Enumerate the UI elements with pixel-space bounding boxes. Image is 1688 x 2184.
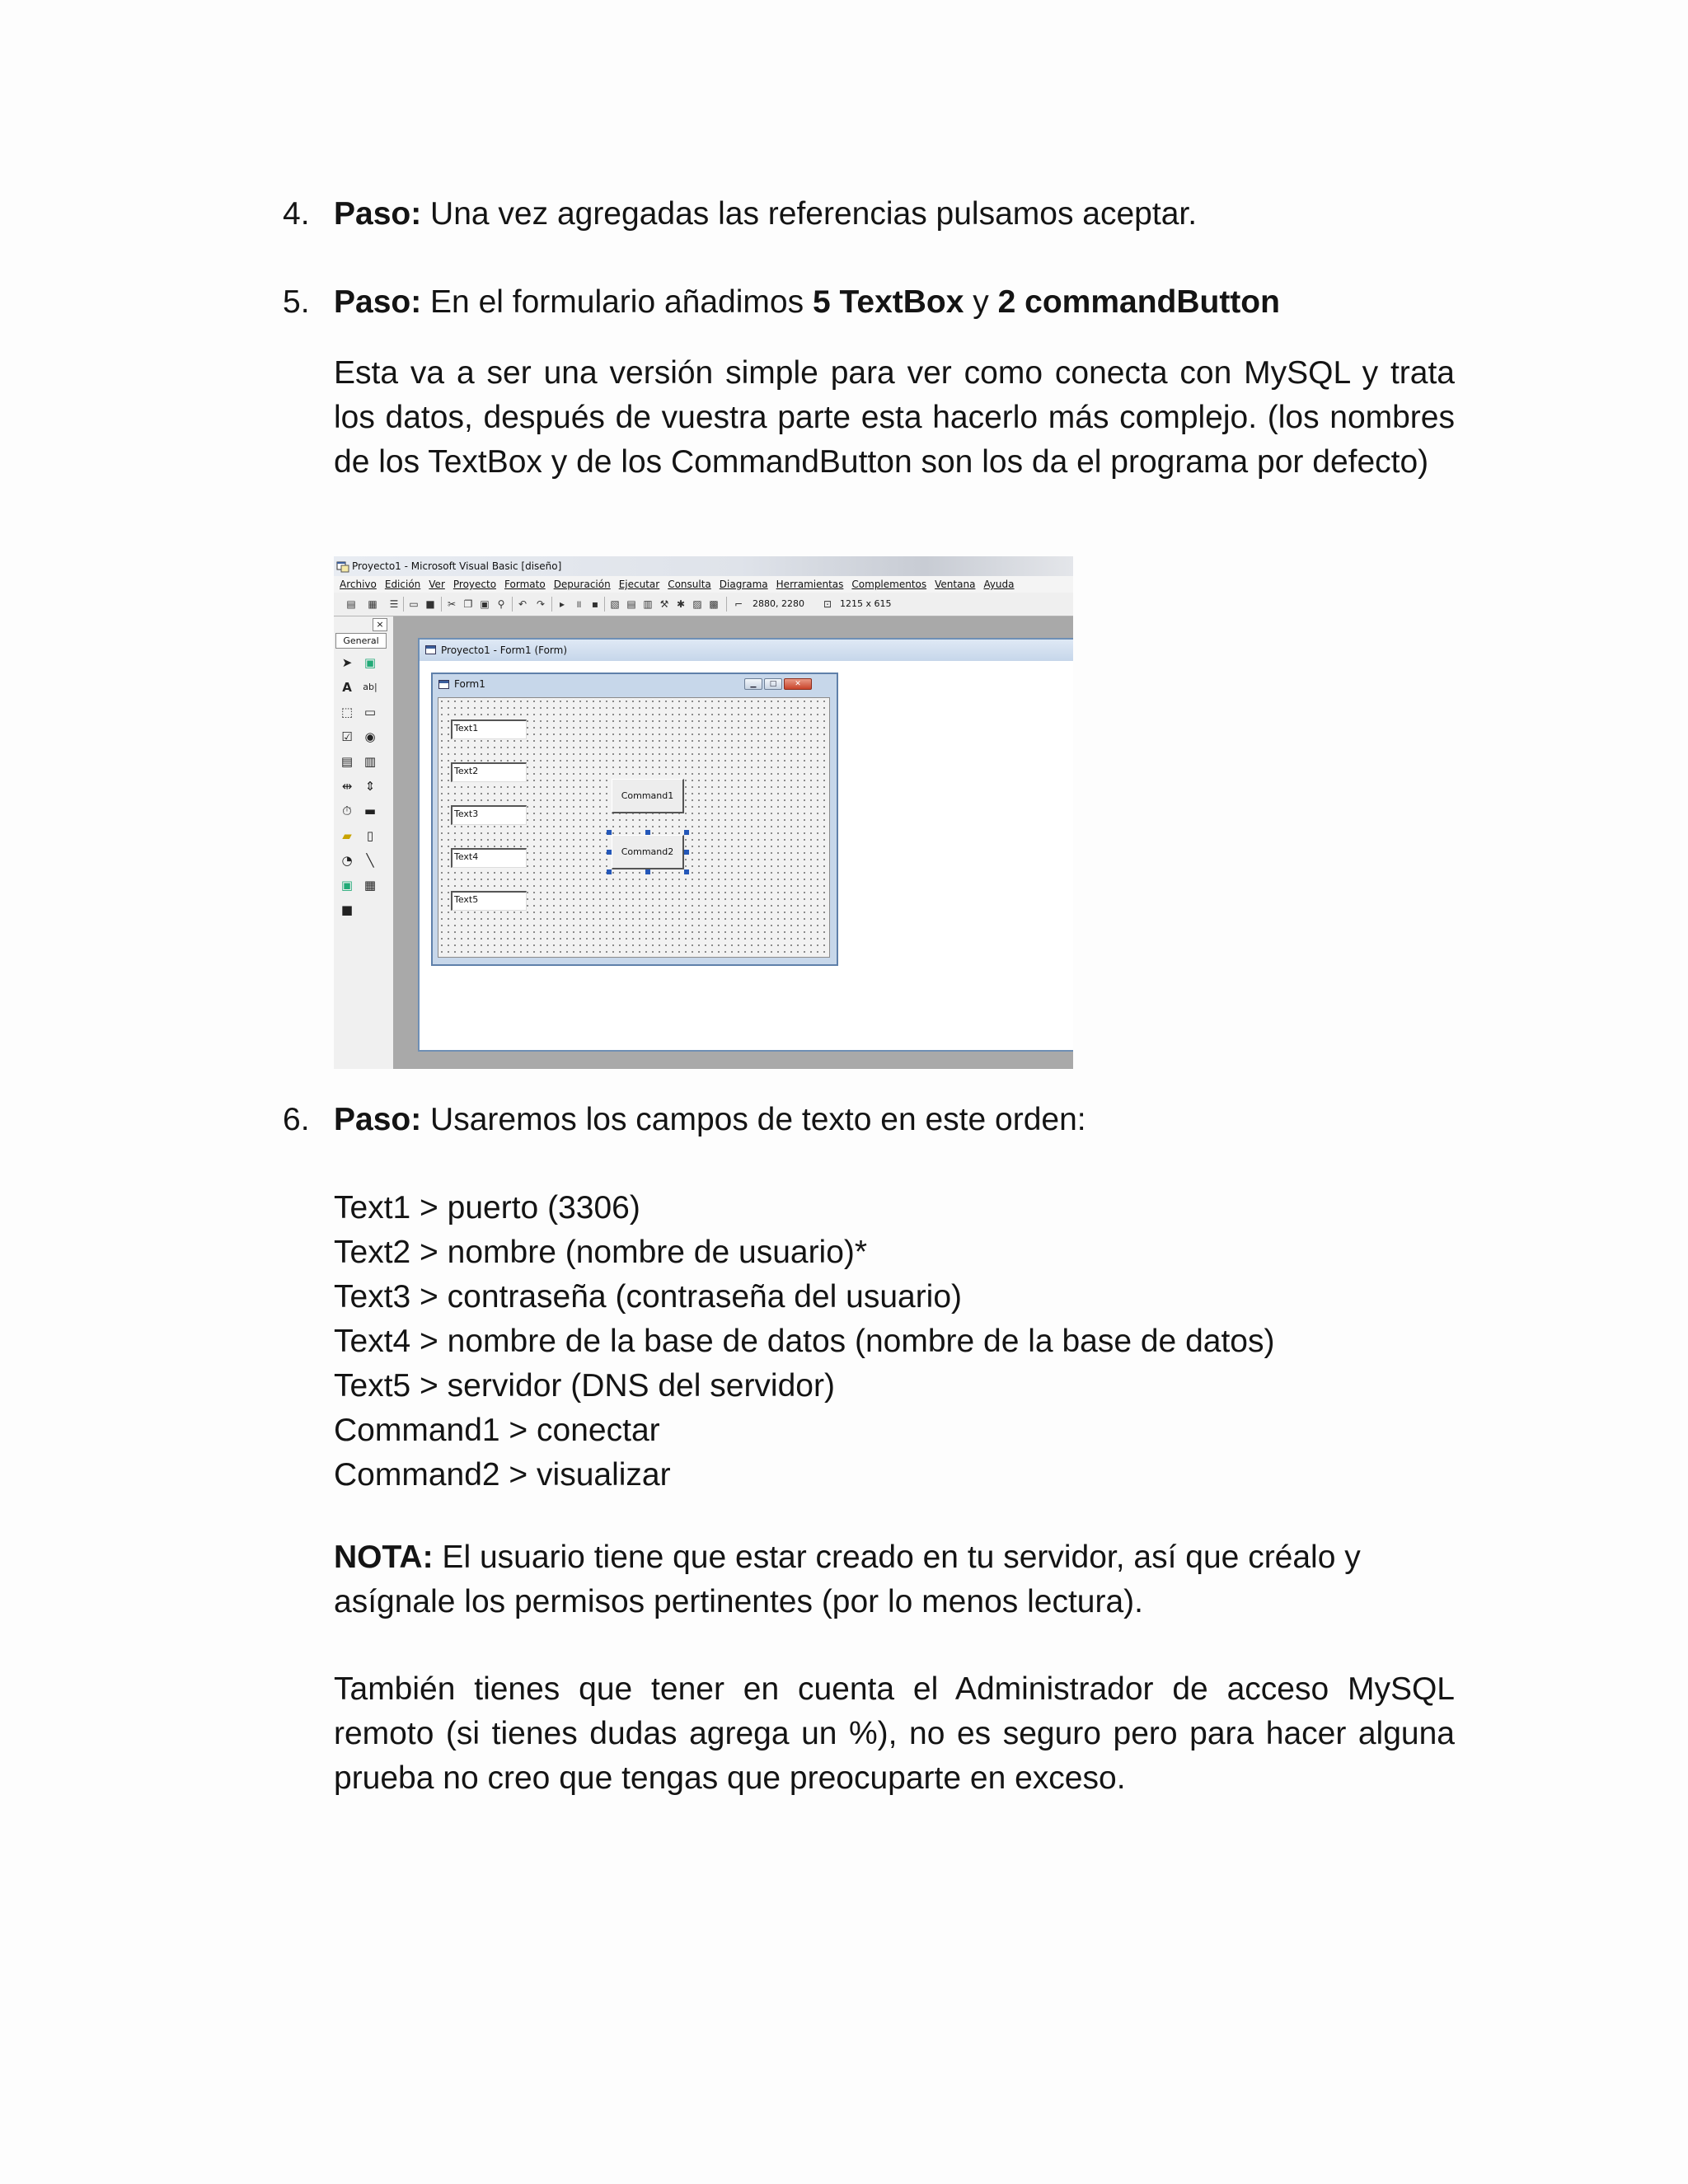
properties-icon[interactable]: ▤ (626, 598, 636, 610)
menu-ayuda[interactable]: Ayuda (983, 579, 1015, 590)
form1-icon (438, 680, 449, 689)
checkbox-tool-icon[interactable]: ☑ (341, 729, 353, 744)
project-explorer-icon[interactable]: ▧ (610, 598, 620, 610)
timer-tool-icon[interactable]: ⏱ (342, 804, 352, 818)
mapping-line: Text3 > contraseña (contraseña del usuario) (334, 1279, 963, 1315)
command2-button[interactable]: Command2 (612, 835, 684, 869)
menu-formato[interactable]: Formato (504, 579, 546, 590)
save-icon[interactable]: ■ (425, 598, 435, 610)
toolbox-general-tab[interactable]: General (335, 633, 387, 649)
menu-herramientas[interactable]: Herramientas (776, 579, 844, 590)
textbox-text5[interactable]: Text5 (451, 891, 527, 911)
textbox-text1[interactable]: Text1 (451, 719, 527, 739)
size-icon: ⊡ (823, 598, 832, 610)
step6-number: 6. (283, 1102, 310, 1137)
optionbutton-tool-icon[interactable]: ◉ (364, 729, 376, 744)
step4-body: Una vez agregadas las referencias pulsamos aceptar. (421, 196, 1198, 232)
form1-title: Form1 (454, 678, 485, 690)
vscrollbar-tool-icon[interactable]: ⇕ (364, 779, 376, 794)
form-window-icon (425, 645, 436, 654)
stop-icon[interactable]: ▪ (591, 598, 599, 610)
position-icon: ⌐ (734, 598, 743, 610)
selection-handle[interactable] (607, 850, 612, 855)
selection-handle[interactable] (607, 830, 612, 835)
toolbar-separator (726, 597, 727, 612)
position-readout: 2880, 2280 (753, 598, 804, 609)
step6-label: Paso: (334, 1102, 422, 1137)
toolbox-panel (334, 616, 394, 1069)
step4-label: Paso: (334, 196, 422, 232)
toolbar-separator (403, 597, 404, 612)
selection-handle[interactable] (645, 869, 650, 874)
listbox-tool-icon[interactable]: ▥ (363, 754, 377, 769)
form1-window (431, 673, 838, 966)
shape-tool-icon[interactable]: ◔ (341, 853, 353, 868)
combobox-tool-icon[interactable]: ▤ (340, 754, 354, 769)
form1-design-grid[interactable] (438, 697, 830, 958)
menu-consulta[interactable]: Consulta (668, 579, 711, 590)
object-browser-icon[interactable]: ⚒ (659, 598, 669, 610)
step5-text (334, 280, 1455, 325)
selection-handle[interactable] (684, 869, 689, 874)
menu-ejecutar[interactable]: Ejecutar (618, 579, 660, 590)
data-view-icon[interactable]: ▨ (692, 598, 702, 610)
step5-number: 5. (283, 284, 310, 320)
hscrollbar-tool-icon[interactable]: ⇹ (341, 779, 353, 794)
field-mapping-list (334, 1186, 1455, 1497)
selection-handle[interactable] (645, 830, 650, 835)
toolbar-separator (512, 597, 513, 612)
menu-diagrama[interactable]: Diagrama (719, 579, 768, 590)
menu-depuracion[interactable]: Depuración (553, 579, 611, 590)
step6-body: Usaremos los campos de texto en este orden: (421, 1102, 1086, 1137)
paste-icon[interactable]: ▣ (480, 598, 490, 610)
step5-body-a: En el formulario añadimos (421, 284, 813, 320)
step4-number: 4. (283, 196, 310, 232)
filelistbox-tool-icon[interactable]: ▯ (366, 828, 374, 843)
mdi-workspace (393, 616, 1073, 1069)
step5-bold-textbox: 5 TextBox (812, 284, 964, 320)
pointer-tool-icon[interactable]: ➤ (341, 655, 353, 670)
menu-editor-icon[interactable]: ☰ (389, 598, 399, 610)
mapping-line: Text4 > nombre de la base de datos (nombre de la base de datos) (334, 1324, 1275, 1359)
size-readout: 1215 x 615 (840, 598, 892, 609)
menu-proyecto[interactable]: Proyecto (452, 579, 497, 590)
open-folder-icon[interactable]: ▭ (409, 598, 419, 610)
data-tool-icon[interactable]: ▦ (363, 878, 377, 893)
image-tool-icon[interactable]: ▣ (340, 878, 354, 893)
mapping-line: Text5 > servidor (DNS del servidor) (334, 1368, 835, 1404)
label-tool-icon[interactable]: A (342, 680, 352, 695)
maximize-icon[interactable]: □ (764, 678, 782, 690)
toolbox-close-button[interactable]: × (373, 618, 387, 631)
copy-icon[interactable]: ❐ (463, 598, 473, 610)
ole-tool-icon[interactable]: ■ (340, 902, 354, 917)
ide-window-title: Proyecto1 - Microsoft Visual Basic [diseño] (352, 560, 562, 572)
toolbar-separator (441, 597, 442, 612)
selection-handle[interactable] (684, 850, 689, 855)
step5-body-b: y (964, 284, 998, 320)
redo-icon[interactable]: ↷ (536, 598, 546, 610)
step4-text (334, 192, 1455, 237)
form-designer-title-bar (420, 640, 1073, 661)
toolbar-separator (551, 597, 552, 612)
ide-title-bar (334, 556, 1073, 576)
dirlistbox-tool-icon[interactable]: ▰ (342, 828, 352, 843)
menu-archivo[interactable]: Archivo (340, 579, 377, 590)
selection-handle[interactable] (607, 869, 612, 874)
ide-toolbar (334, 593, 1073, 616)
mapping-line: Text2 > nombre (nombre de usuario)* (334, 1235, 868, 1270)
menu-edicion[interactable]: Edición (384, 579, 421, 590)
run-icon[interactable]: ▸ (559, 598, 565, 610)
form-designer-window (418, 638, 1073, 1052)
menu-complementos[interactable]: Complementos (851, 579, 927, 590)
undo-icon[interactable]: ↶ (518, 598, 528, 610)
cut-icon[interactable]: ✂ (447, 598, 457, 610)
note-body: El usuario tiene que estar creado en tu servidor, así que créalo y asígnale los permisos pertinentes (por lo menos lectura). (334, 1540, 1361, 1619)
textbox-text3[interactable]: Text3 (451, 805, 527, 825)
note-paragraph (334, 1535, 1455, 1624)
ide-menu-bar (334, 576, 1073, 593)
form1-title-bar (433, 674, 837, 694)
component-manager-icon[interactable]: ▩ (709, 598, 719, 610)
step5-label: Paso: (334, 284, 422, 320)
form-layout-icon[interactable]: ▥ (643, 598, 653, 610)
vb6-ide-screenshot (334, 556, 1073, 1069)
toolbox-icon[interactable]: ✱ (676, 598, 686, 610)
step6-text (334, 1098, 1455, 1142)
add-project-icon[interactable]: ▤ (346, 598, 356, 610)
minimize-icon[interactable]: ▁ (744, 678, 762, 690)
line-tool-icon[interactable]: ╲ (366, 853, 374, 868)
form-designer-title: Proyecto1 - Form1 (Form) (441, 644, 568, 656)
menu-ver[interactable]: Ver (429, 579, 445, 590)
textbox-text2[interactable]: Text2 (451, 762, 527, 782)
add-form-icon[interactable]: ▦ (368, 598, 377, 610)
mapping-line: Text1 > puerto (3306) (334, 1190, 640, 1226)
textbox-text4[interactable]: Text4 (451, 848, 527, 868)
note-label: NOTA: (334, 1540, 434, 1575)
drivelistbox-tool-icon[interactable]: ▬ (363, 804, 377, 818)
selection-handle[interactable] (684, 830, 689, 835)
menu-ventana[interactable]: Ventana (935, 579, 976, 590)
command1-button[interactable]: Command1 (612, 779, 684, 813)
toolbar-separator (604, 597, 605, 612)
pause-icon[interactable]: ॥ (575, 598, 582, 610)
picturebox-tool-icon[interactable]: ▣ (363, 655, 377, 670)
mapping-line: Command2 > visualizar (334, 1457, 671, 1493)
step5-bold-buttons: 2 commandButton (997, 284, 1280, 320)
closing-paragraph: También tienes que tener en cuenta el Administrador de acceso MySQL remoto (si tienes dudas agrega un %), no es seguro pero para hacer alguna prueba no creo que tengas que preocuparte en exceso. (334, 1671, 1455, 1796)
find-icon[interactable]: ⚲ (497, 598, 505, 610)
step5-paragraph: Esta va a ser una versión simple para ver como conecta con MySQL y trata los datos, después de vuestra parte esta hacerlo más complejo. (los nombres de los TextBox y de los CommandButton son los da el programa por defecto) (334, 355, 1455, 480)
close-icon[interactable]: ✕ (784, 678, 812, 690)
mapping-line: Command1 > conectar (334, 1413, 660, 1448)
frame-tool-icon[interactable]: ⬚ (340, 705, 354, 719)
vb-app-icon (336, 560, 349, 573)
commandbutton-tool-icon[interactable]: ▭ (363, 705, 377, 719)
textbox-tool-icon[interactable]: ab| (363, 682, 377, 692)
